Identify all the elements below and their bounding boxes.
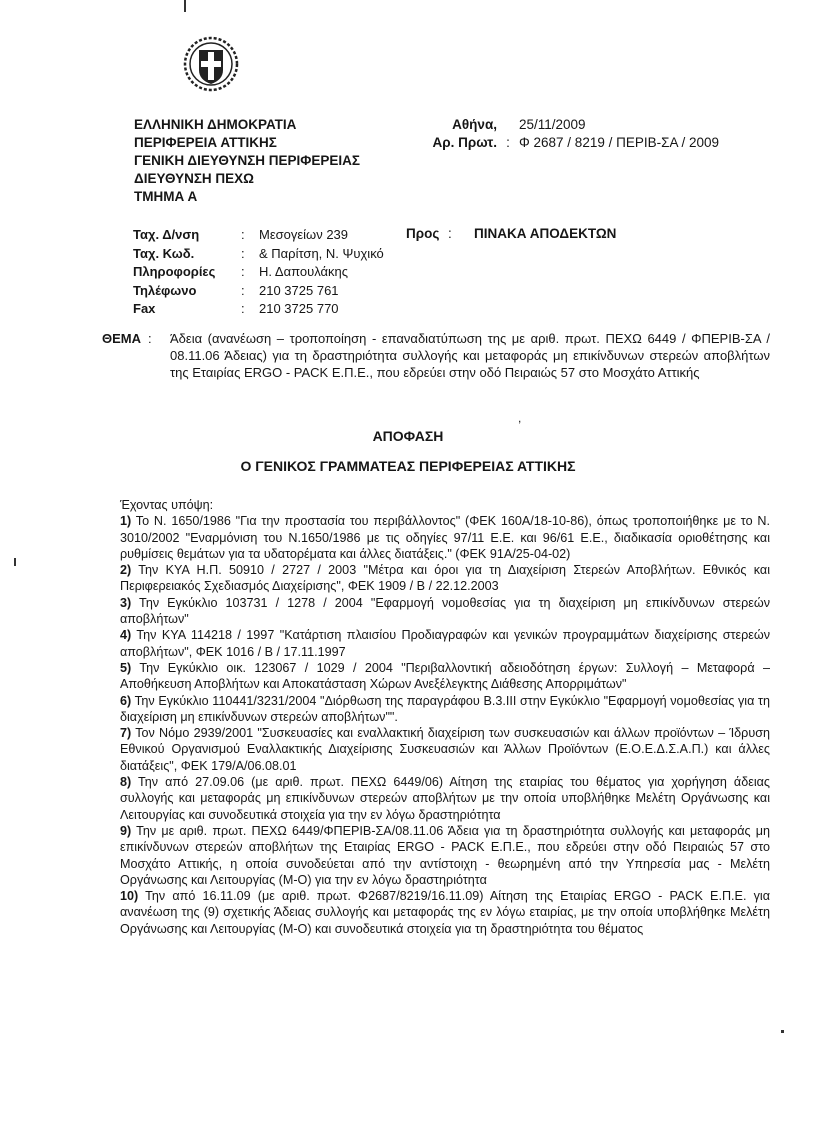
list-item bbox=[120, 627, 770, 660]
spacer bbox=[497, 116, 519, 134]
item-number: 9) bbox=[120, 823, 132, 838]
item-text: Την από 27.09.06 (με αριθ. πρωτ. ΠΕΧΩ 6449/06) Αίτηση της εταιρίας του θέματος για χορήγηση άδειας συλλογής και μεταφοράς μη επικίνδυνων στερεών αποβλήτων με την οποία υποβλήθηκε Μελέτη Οργάνωσης και Λειτουργίας και συνοδευτικά στοιχεία για την εν λόγω δραστηριότητα bbox=[120, 775, 770, 822]
subject-label: ΘΕΜΑ bbox=[102, 331, 141, 346]
contact-label: Πληροφορίες bbox=[133, 264, 216, 279]
colon: : bbox=[241, 301, 245, 316]
item-number: 1) bbox=[120, 514, 132, 529]
scan-mark-left bbox=[14, 558, 16, 566]
item-text: Την Εγκύκλιο 103731 / 1278 / 2004 "Εφαρμογή νομοθεσίας για τη διαχείριση μη επικίνδυνων στερεών αποβλήτων" bbox=[120, 595, 770, 627]
considerations-list bbox=[120, 497, 770, 937]
contact-value: & Παρίτση, Ν. Ψυχικό bbox=[259, 245, 384, 261]
item-text: Το Ν. 1650/1986 "Για την προστασία του περιβάλλοντος" (ΦΕΚ 160Α/18-10-86), όπως τροποποιήθηκε με το Ν. 3010/2002 "Εναρμόνιση του Ν.1650/1986 με τις οδηγίες 97/11 Ε.Ε. και 96/61 Ε.Ε., διαδικασία οριοθέτησης και ρυθμίσεις θεμάτων για τα υδατορέματα και άλλες διατάξεις." (ΦΕΚ 91Α/25-04-02) bbox=[120, 514, 770, 561]
contact-row bbox=[133, 263, 384, 282]
colon: : bbox=[241, 227, 245, 242]
contact-value: Η. Δαπουλάκης bbox=[259, 264, 349, 279]
issuing-authority bbox=[134, 116, 360, 206]
colon: : bbox=[241, 264, 245, 279]
recipient-label: Προς bbox=[406, 226, 440, 241]
contact-value: 210 3725 761 bbox=[259, 282, 339, 298]
item-text: Την ΚΥΑ Η.Π. 50910 / 2727 / 2003 "Μέτρα και όροι για τη Διαχείριση Στερεών Αποβλήτων. Εθνικός και Περιφερειακός Σχεδιασμός Διαχείρισης", ΦΕΚ 1909 / Β / 22.12.2003 bbox=[120, 563, 771, 594]
list-item bbox=[120, 562, 770, 595]
authority-line: ΕΛΛΗΝΙΚΗ ΔΗΜΟΚΡΑΤΙΑ bbox=[134, 117, 297, 132]
scan-mark-top bbox=[184, 0, 186, 12]
authority-line: ΔΙΕΥΘΥΝΣΗ ΠΕΧΩ bbox=[134, 171, 255, 186]
item-number: 10) bbox=[120, 889, 139, 904]
item-text: Την Εγκύκλιο οικ. 123067 / 1029 / 2004 "Περιβαλλοντική αδειοδότηση έργων: Συλλογή – Μεταφορά – Αποθήκευση Αποβλήτων και Αποκατάσταση Χώρων Ανεξέλεγκτης Διάθεσης Απορριμάτων" bbox=[120, 660, 770, 692]
item-number: 4) bbox=[120, 628, 132, 643]
item-number: 6) bbox=[120, 693, 132, 708]
decision-title: ΑΠΟΦΑΣΗ bbox=[372, 428, 444, 444]
list-item bbox=[120, 513, 770, 562]
contact-details bbox=[133, 226, 384, 319]
item-number: 5) bbox=[120, 660, 132, 675]
document-date: 25/11/2009 bbox=[519, 117, 586, 132]
list-item bbox=[120, 595, 770, 628]
subject-block bbox=[102, 330, 770, 381]
list-item bbox=[120, 888, 770, 937]
colon: : bbox=[448, 226, 452, 241]
place-label: Αθήνα, bbox=[452, 117, 497, 132]
item-number: 2) bbox=[120, 563, 132, 578]
item-text: Την ΚΥΑ 114218 / 1997 "Κατάρτιση πλαισίου Προδιαγραφών και γενικών προγραμμάτων διαχείρισης στερεών αποβλήτων", ΦΕΚ 1016 / Β / 17.11.1997 bbox=[120, 628, 770, 659]
contact-row bbox=[133, 300, 384, 319]
greek-coat-of-arms-emblem bbox=[183, 36, 239, 92]
authority-line: ΠΕΡΙΦΕΡΕΙΑ ΑΤΤΙΚΗΣ bbox=[134, 135, 277, 150]
scan-tick: , bbox=[518, 411, 522, 425]
list-item bbox=[120, 660, 770, 693]
considerations-intro: Έχοντας υπόψη: bbox=[120, 498, 214, 512]
authority-line: ΤΜΗΜΑ Α bbox=[134, 189, 198, 204]
contact-value: Μεσογείων 239 bbox=[259, 227, 349, 242]
contact-value: 210 3725 770 bbox=[259, 301, 339, 316]
list-item bbox=[120, 725, 770, 774]
contact-label: Τηλέφωνο bbox=[133, 282, 197, 298]
colon: : bbox=[148, 331, 152, 346]
recipient-block bbox=[406, 226, 616, 241]
date-protocol-block bbox=[417, 116, 719, 152]
list-item bbox=[120, 823, 770, 888]
item-text: Τον Νόμο 2939/2001 "Συσκευασίες και εναλλακτική διαχείριση των συσκευασιών και άλλων προϊόντων – Ίδρυση Εθνικού Οργανισμού Εναλλακτικής Διαχείρισης Συσκευασιών και Άλλων Προϊόντων (Ε.Ο.Ε.Δ.Σ.Α.Π.) και άλλες διατάξεις", ΦΕΚ 179/Α/06.08.01 bbox=[120, 726, 770, 773]
contact-label: Ταχ. Κωδ. bbox=[133, 245, 195, 261]
scan-mark-right bbox=[781, 1030, 784, 1033]
protocol-label: Αρ. Πρωτ. bbox=[432, 135, 497, 150]
list-item bbox=[120, 693, 770, 726]
protocol-row bbox=[417, 134, 719, 152]
protocol-number: Φ 2687 / 8219 / ΠΕΡΙΒ-ΣΑ / 2009 bbox=[519, 135, 719, 150]
item-text: Την με αριθ. πρωτ. ΠΕΧΩ 6449/ΦΠΕΡΙΒ-ΣΑ/08.11.06 Άδεια για τη δραστηριότητα συλλογής και μεταφοράς μη επικίνδυνων στερεών αποβλήτων της Εταιρίας ERGO - PACK Ε.Π.Ε., που εδρεύει στην οδό Πειραιώς 57 στο Μοσχάτο Αττικής, η οποία συνοδεύεται από την αντίστοιχη - θεωρημένη από την Υπηρεσία μας - Μελέτη Οργάνωσης και Λειτουργίας (Μ-Ο) για την εν λόγω δραστηριότητα bbox=[120, 823, 771, 887]
colon: : bbox=[241, 245, 245, 261]
colon: : bbox=[241, 282, 245, 298]
item-number: 7) bbox=[120, 726, 132, 741]
colon: : bbox=[506, 135, 510, 150]
issuer-title: Ο ΓΕΝΙΚΟΣ ΓΡΑΜΜΑΤΕΑΣ ΠΕΡΙΦΕΡΕΙΑΣ ΑΤΤΙΚΗΣ bbox=[240, 458, 576, 474]
subject-text: Άδεια (ανανέωση – τροποποίηση - επαναδιατύπωση της με αριθ. πρωτ. ΠΕΧΩ 6449 / ΦΠΕΡΙΒ-ΣΑ / 08.11.06 Άδειας) για τη δραστηριότητα συλλογής και μεταφοράς μη επικίνδυνων στερεών αποβλήτων της Εταιρίας ERGO - PACK Ε.Π.Ε., που εδρεύει στην οδό Πειραιώς 57 στο Μοσχάτο Αττικής bbox=[170, 331, 770, 380]
contact-row bbox=[133, 226, 384, 245]
authority-line: ΓΕΝΙΚΗ ΔΙΕΥΘΥΝΣΗ ΠΕΡΙΦΕΡΕΙΑΣ bbox=[134, 153, 360, 168]
date-row bbox=[417, 116, 719, 134]
item-number: 8) bbox=[120, 775, 132, 790]
contact-label: Fax bbox=[133, 301, 156, 316]
item-text: Την Εγκύκλιο 110441/3231/2004 "Διόρθωση της παραγράφου Β.3.ΙΙΙ στην Εγκύκλιο "Εφαρμογή νομοθεσίας για τη διαχείριση μη επικίνδυνων στερεών αποβλήτων"". bbox=[120, 693, 770, 724]
item-number: 3) bbox=[120, 595, 132, 610]
list-item bbox=[120, 774, 770, 823]
contact-label: Ταχ. Δ/νση bbox=[133, 227, 200, 242]
contact-row bbox=[133, 245, 384, 264]
item-text: Την από 16.11.09 (με αριθ. πρωτ. Φ2687/8219/16.11.09) Αίτηση της Εταιρίας ERGO - PACK Ε.Π.Ε. για ανανέωση της (9) σχετικής Άδειας συλλογής και μεταφοράς της εν λόγω εταιρίας, με την οποία υποβλήθηκε Μελέτη Οργάνωσης και Λειτουργίας (Μ-Ο) και συνοδευτικά στοιχεία για τη δραστηριότητα του θέματος bbox=[120, 889, 770, 936]
contact-row bbox=[133, 282, 384, 301]
recipient-value: ΠΙΝΑΚΑ ΑΠΟΔΕΚΤΩΝ bbox=[474, 226, 617, 241]
